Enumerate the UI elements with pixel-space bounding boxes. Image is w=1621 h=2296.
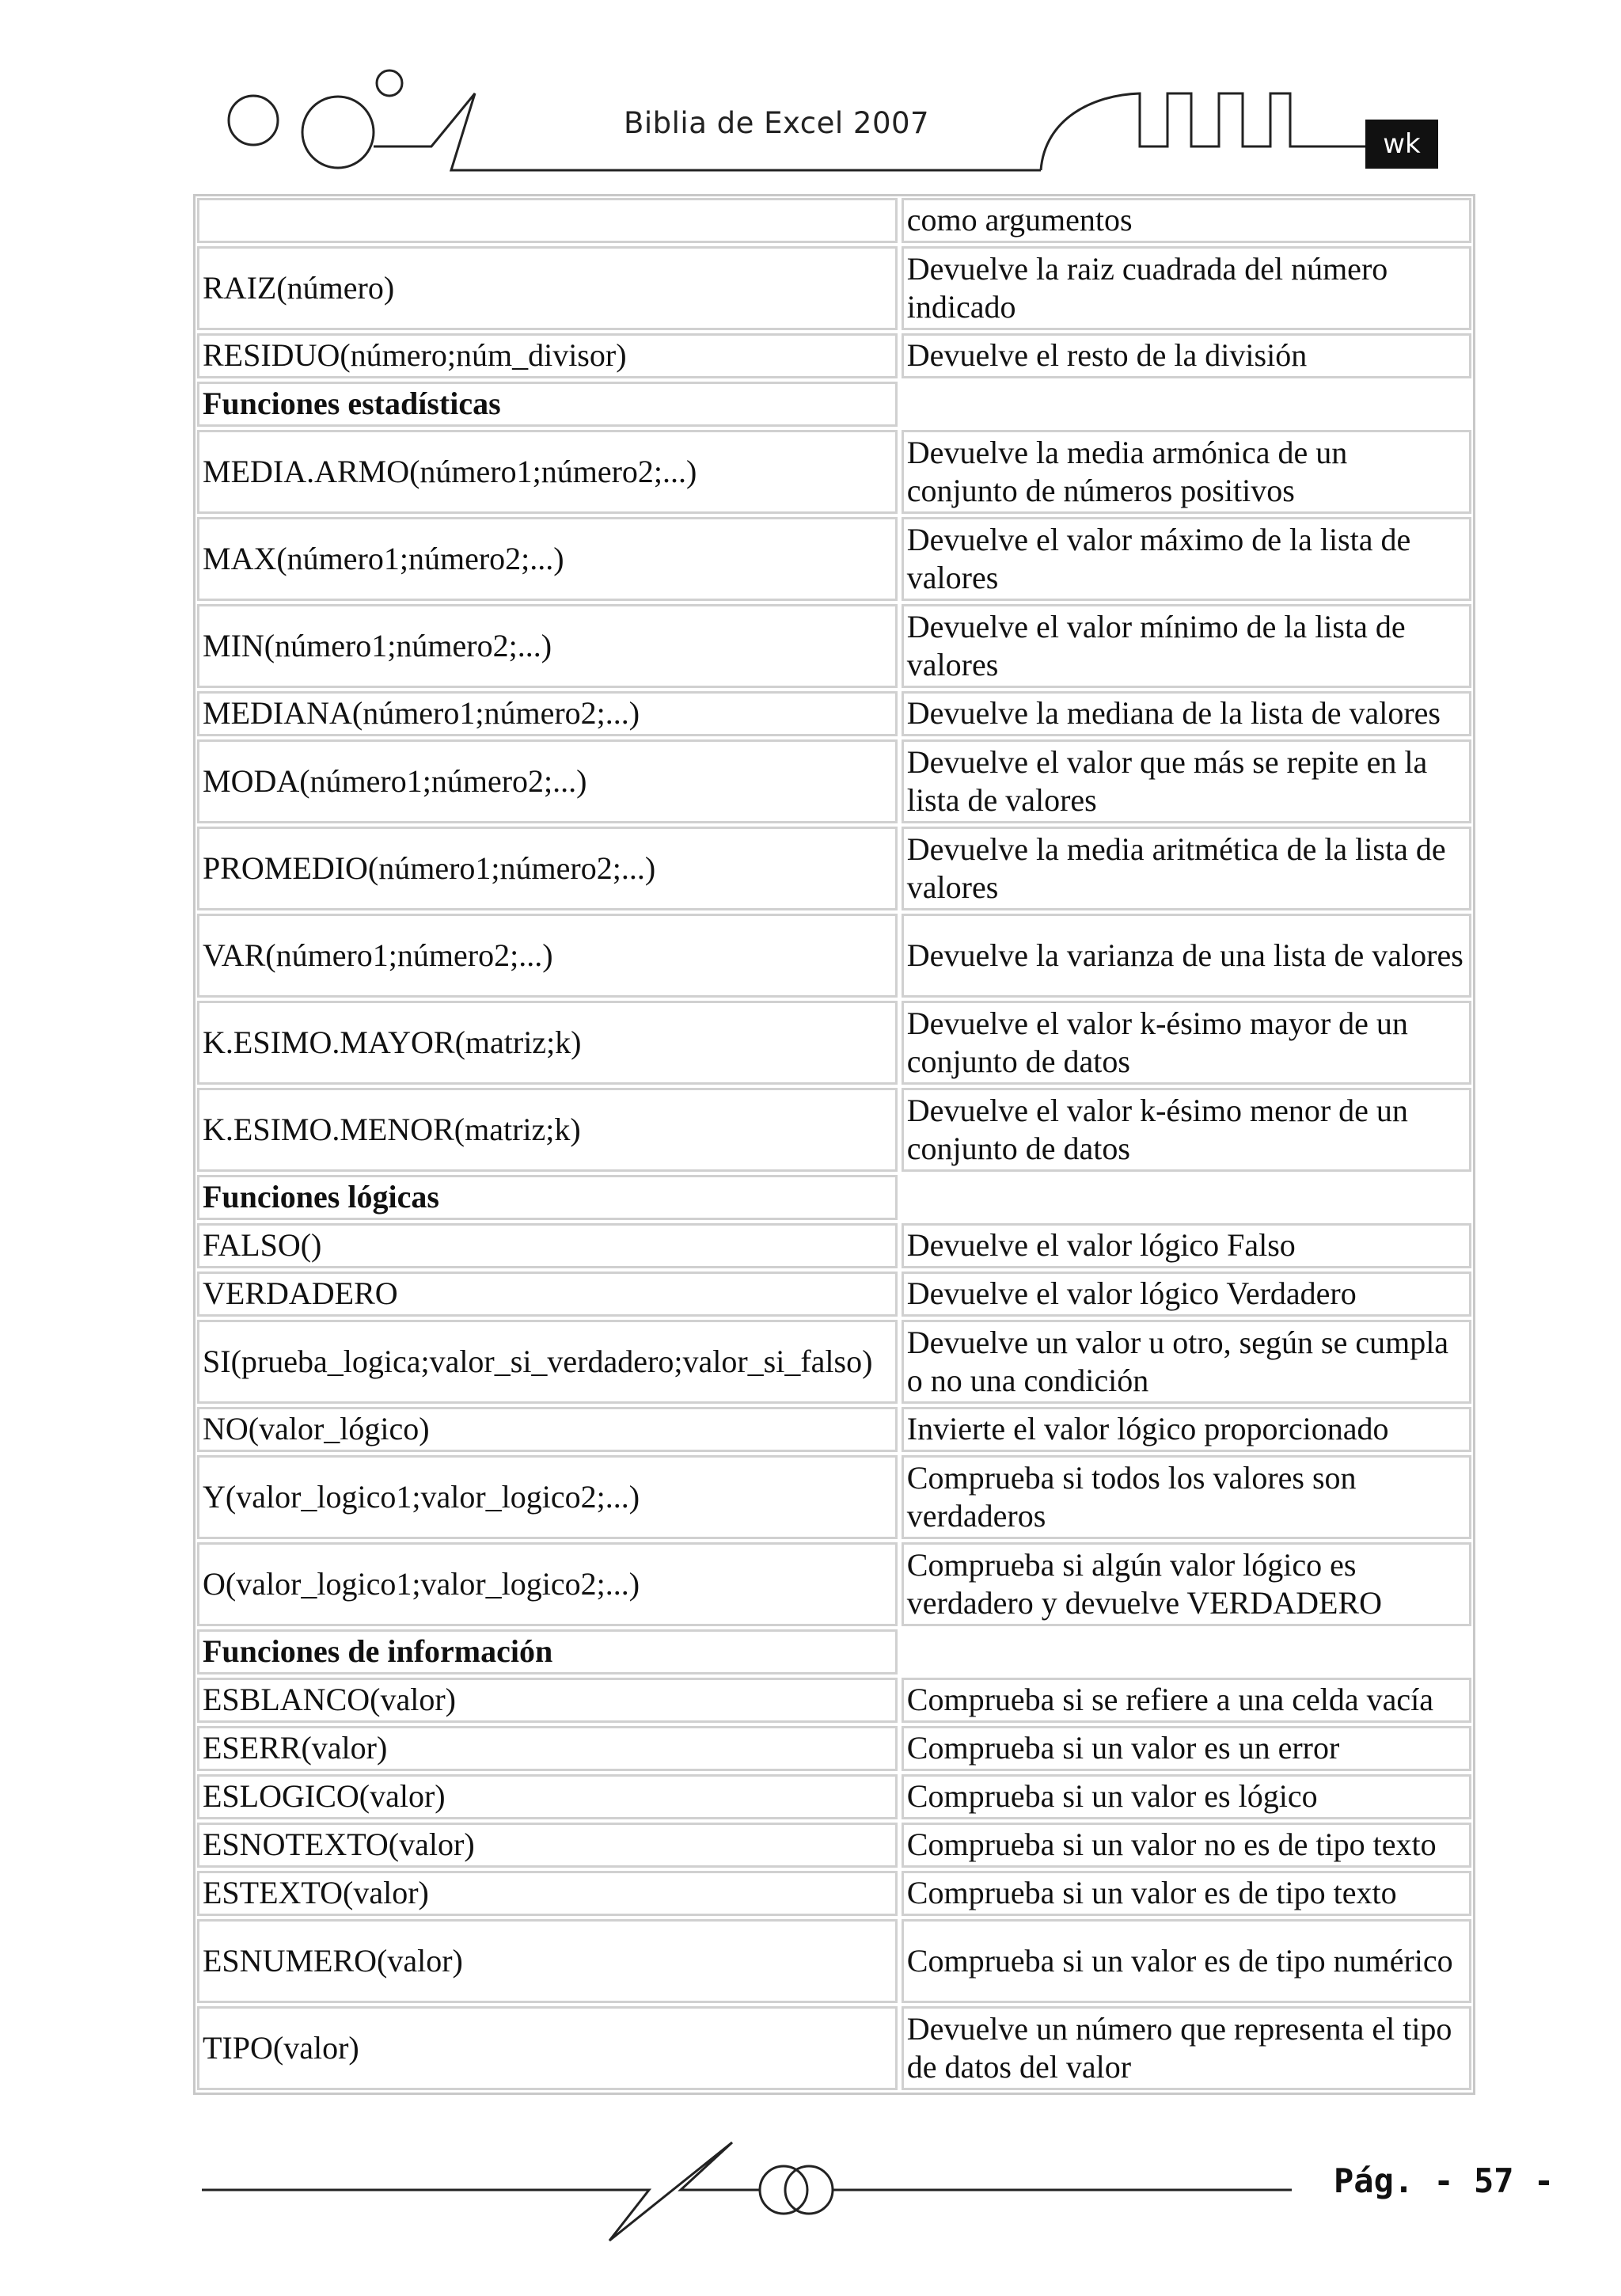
description-cell: como argumentos [902,198,1471,243]
section-heading: Funciones de información [197,1629,898,1674]
description-cell: Devuelve la varianza de una lista de valores [902,914,1471,998]
table-row [197,1455,1471,1539]
function-cell: SI(prueba_logica;valor_si_verdadero;valor_si_falso) [197,1320,898,1404]
section-heading-row [197,382,1471,427]
table-row [197,1320,1471,1404]
table-row [197,914,1471,998]
table-row [197,246,1471,330]
table-row [197,1774,1471,1819]
table-row [197,827,1471,910]
description-cell: Comprueba si un valor es de tipo texto [902,1871,1471,1916]
table-row [197,198,1471,243]
table-row [197,1407,1471,1452]
function-cell: ESERR(valor) [197,1726,898,1771]
functions-table [193,194,1475,2095]
function-cell: TIPO(valor) [197,2006,898,2090]
function-cell: K.ESIMO.MAYOR(matriz;k) [197,1001,898,1085]
description-cell: Devuelve la media aritmética de la lista de valores [902,827,1471,910]
section-heading-row [197,1629,1471,1674]
description-cell: Devuelve el valor lógico Verdadero [902,1272,1471,1317]
table-row [197,2006,1471,2090]
table-row [197,691,1471,736]
wk-badge: wk [1365,120,1438,169]
header-circle-large [302,97,374,168]
function-cell: O(valor_logico1;valor_logico2;...) [197,1542,898,1626]
function-cell: ESLOGICO(valor) [197,1774,898,1819]
footer-circle-right [785,2166,833,2214]
description-cell: Comprueba si todos los valores son verdaderos [902,1455,1471,1539]
function-cell: VERDADERO [197,1272,898,1317]
description-cell [902,1175,1471,1220]
description-cell: Comprueba si un valor es un error [902,1726,1471,1771]
function-cell: MAX(número1;número2;...) [197,517,898,601]
description-cell: Devuelve la media armónica de un conjunto de números positivos [902,430,1471,514]
description-cell [902,1629,1471,1674]
description-cell: Devuelve el valor lógico Falso [902,1223,1471,1268]
function-cell: ESNUMERO(valor) [197,1919,898,2003]
description-cell: Devuelve la raiz cuadrada del número indicado [902,246,1471,330]
description-cell: Devuelve un número que representa el tipo de datos del valor [902,2006,1471,2090]
function-cell: ESTEXTO(valor) [197,1871,898,1916]
table-row [197,1272,1471,1317]
table-row [197,739,1471,823]
section-heading: Funciones lógicas [197,1175,898,1220]
description-cell: Devuelve un valor u otro, según se cumpla o no una condición [902,1320,1471,1404]
description-cell: Comprueba si algún valor lógico es verdadero y devuelve VERDADERO [902,1542,1471,1626]
header-line-right [1041,93,1365,170]
function-cell: ESBLANCO(valor) [197,1678,898,1723]
table-row [197,1871,1471,1916]
description-cell: Devuelve el valor mínimo de la lista de valores [902,604,1471,688]
table-row [197,1223,1471,1268]
page-number: Pág. - 57 - [1334,2161,1555,2200]
description-cell: Devuelve el resto de la división [902,333,1471,378]
function-cell: MIN(número1;número2;...) [197,604,898,688]
header-title: Biblia de Excel 2007 [624,106,930,140]
header-circle-small [229,96,278,145]
table-row [197,333,1471,378]
function-cell: RESIDUO(número;núm_divisor) [197,333,898,378]
description-cell: Devuelve el valor k-ésimo menor de un conjunto de datos [902,1088,1471,1172]
description-cell: Devuelve el valor que más se repite en la lista de valores [902,739,1471,823]
table-row [197,1542,1471,1626]
description-cell: Comprueba si un valor es lógico [902,1774,1471,1819]
table-row [197,1678,1471,1723]
description-cell: Comprueba si un valor es de tipo numérico [902,1919,1471,2003]
function-cell: FALSO() [197,1223,898,1268]
function-cell: K.ESIMO.MENOR(matriz;k) [197,1088,898,1172]
function-cell: VAR(número1;número2;...) [197,914,898,998]
table-row [197,1919,1471,2003]
description-cell: Comprueba si un valor no es de tipo texto [902,1823,1471,1868]
description-cell: Invierte el valor lógico proporcionado [902,1407,1471,1452]
table-row [197,1726,1471,1771]
section-heading: Funciones estadísticas [197,382,898,427]
function-cell: MODA(número1;número2;...) [197,739,898,823]
description-cell: Comprueba si se refiere a una celda vacía [902,1678,1471,1723]
function-cell: MEDIA.ARMO(número1;número2;...) [197,430,898,514]
function-cell: Y(valor_logico1;valor_logico2;...) [197,1455,898,1539]
table-row [197,1088,1471,1172]
table-row [197,517,1471,601]
function-cell: MEDIANA(número1;número2;...) [197,691,898,736]
footer-circle-left [760,2166,807,2214]
table-row [197,1001,1471,1085]
function-cell [197,198,898,243]
function-cell: ESNOTEXTO(valor) [197,1823,898,1868]
description-cell [902,382,1471,427]
footer-line-left [202,2142,760,2241]
description-cell: Devuelve la mediana de la lista de valores [902,691,1471,736]
function-cell: RAIZ(número) [197,246,898,330]
description-cell: Devuelve el valor máximo de la lista de valores [902,517,1471,601]
section-heading-row [197,1175,1471,1220]
function-cell: PROMEDIO(número1;número2;...) [197,827,898,910]
table-row [197,430,1471,514]
function-cell: NO(valor_lógico) [197,1407,898,1452]
description-cell: Devuelve el valor k-ésimo mayor de un conjunto de datos [902,1001,1471,1085]
header-circle-tiny [377,70,402,96]
table-row [197,604,1471,688]
table-row [197,1823,1471,1868]
